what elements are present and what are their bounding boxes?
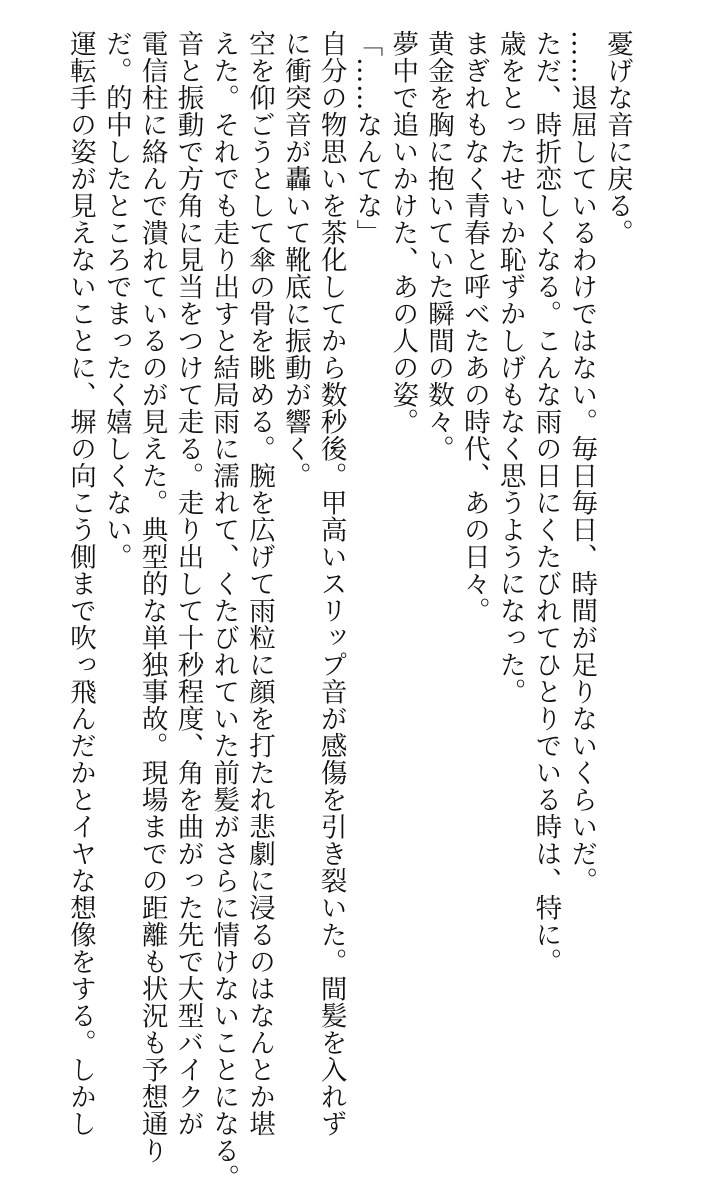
text-line: 「……なんてな」 bbox=[351, 30, 383, 246]
text-line: 憂げな音に戻る。 bbox=[602, 30, 633, 246]
text-line: えた。それでも走り出すと結局雨に濡れて、くたびれていた前髪がさらに情けないことになる。 bbox=[208, 30, 240, 1191]
text-line: ただ、時折恋しくなる。こんな雨の日にくたびれてひとりでいる時は、特に。 bbox=[530, 30, 562, 975]
text-line: に衝突音が轟いて靴底に振動が響く。 bbox=[279, 30, 311, 489]
text-line: 空を仰ごうとして傘の骨を眺める。腕を広げて雨粒に顔を打たれ悲劇に浸るのはなんとか堪 bbox=[244, 30, 276, 1137]
text-line: だ。的中したところでまったく嬉しくない。 bbox=[100, 30, 132, 570]
text-line: 夢中で追いかけた、あの人の姿。 bbox=[387, 30, 419, 435]
text-line: 音と振動で方角に見当をつけて走る。走り出して十秒程度、角を曲がった先で大型バイクが bbox=[172, 30, 204, 1137]
text-line: 黄金を胸に抱いていた瞬間の数々。 bbox=[423, 30, 455, 462]
text-line: まぎれもなく青春と呼べたあの時代、あの日々。 bbox=[458, 30, 490, 624]
vertical-text-body bbox=[62, 30, 635, 1191]
text-line: ……退屈しているわけではない。毎日毎日、時間が足りないくらいだ。 bbox=[566, 30, 598, 894]
text-line: 歳をとったせいか恥ずかしげもなく思うようになった。 bbox=[494, 30, 526, 705]
text-line: 運転手の姿が見えないことに、塀の向こう側まで吹っ飛んだかとイヤな想像をする。しかし bbox=[65, 30, 97, 1137]
text-line: 電信柱に絡んで潰れているのが見えた。典型的な単独事故。現場までの距離も状況も予想通り bbox=[136, 30, 168, 1164]
text-line: 自分の物思いを茶化してから数秒後。甲高いスリップ音が感傷を引き裂いた。間髪を入れず bbox=[315, 30, 347, 1137]
